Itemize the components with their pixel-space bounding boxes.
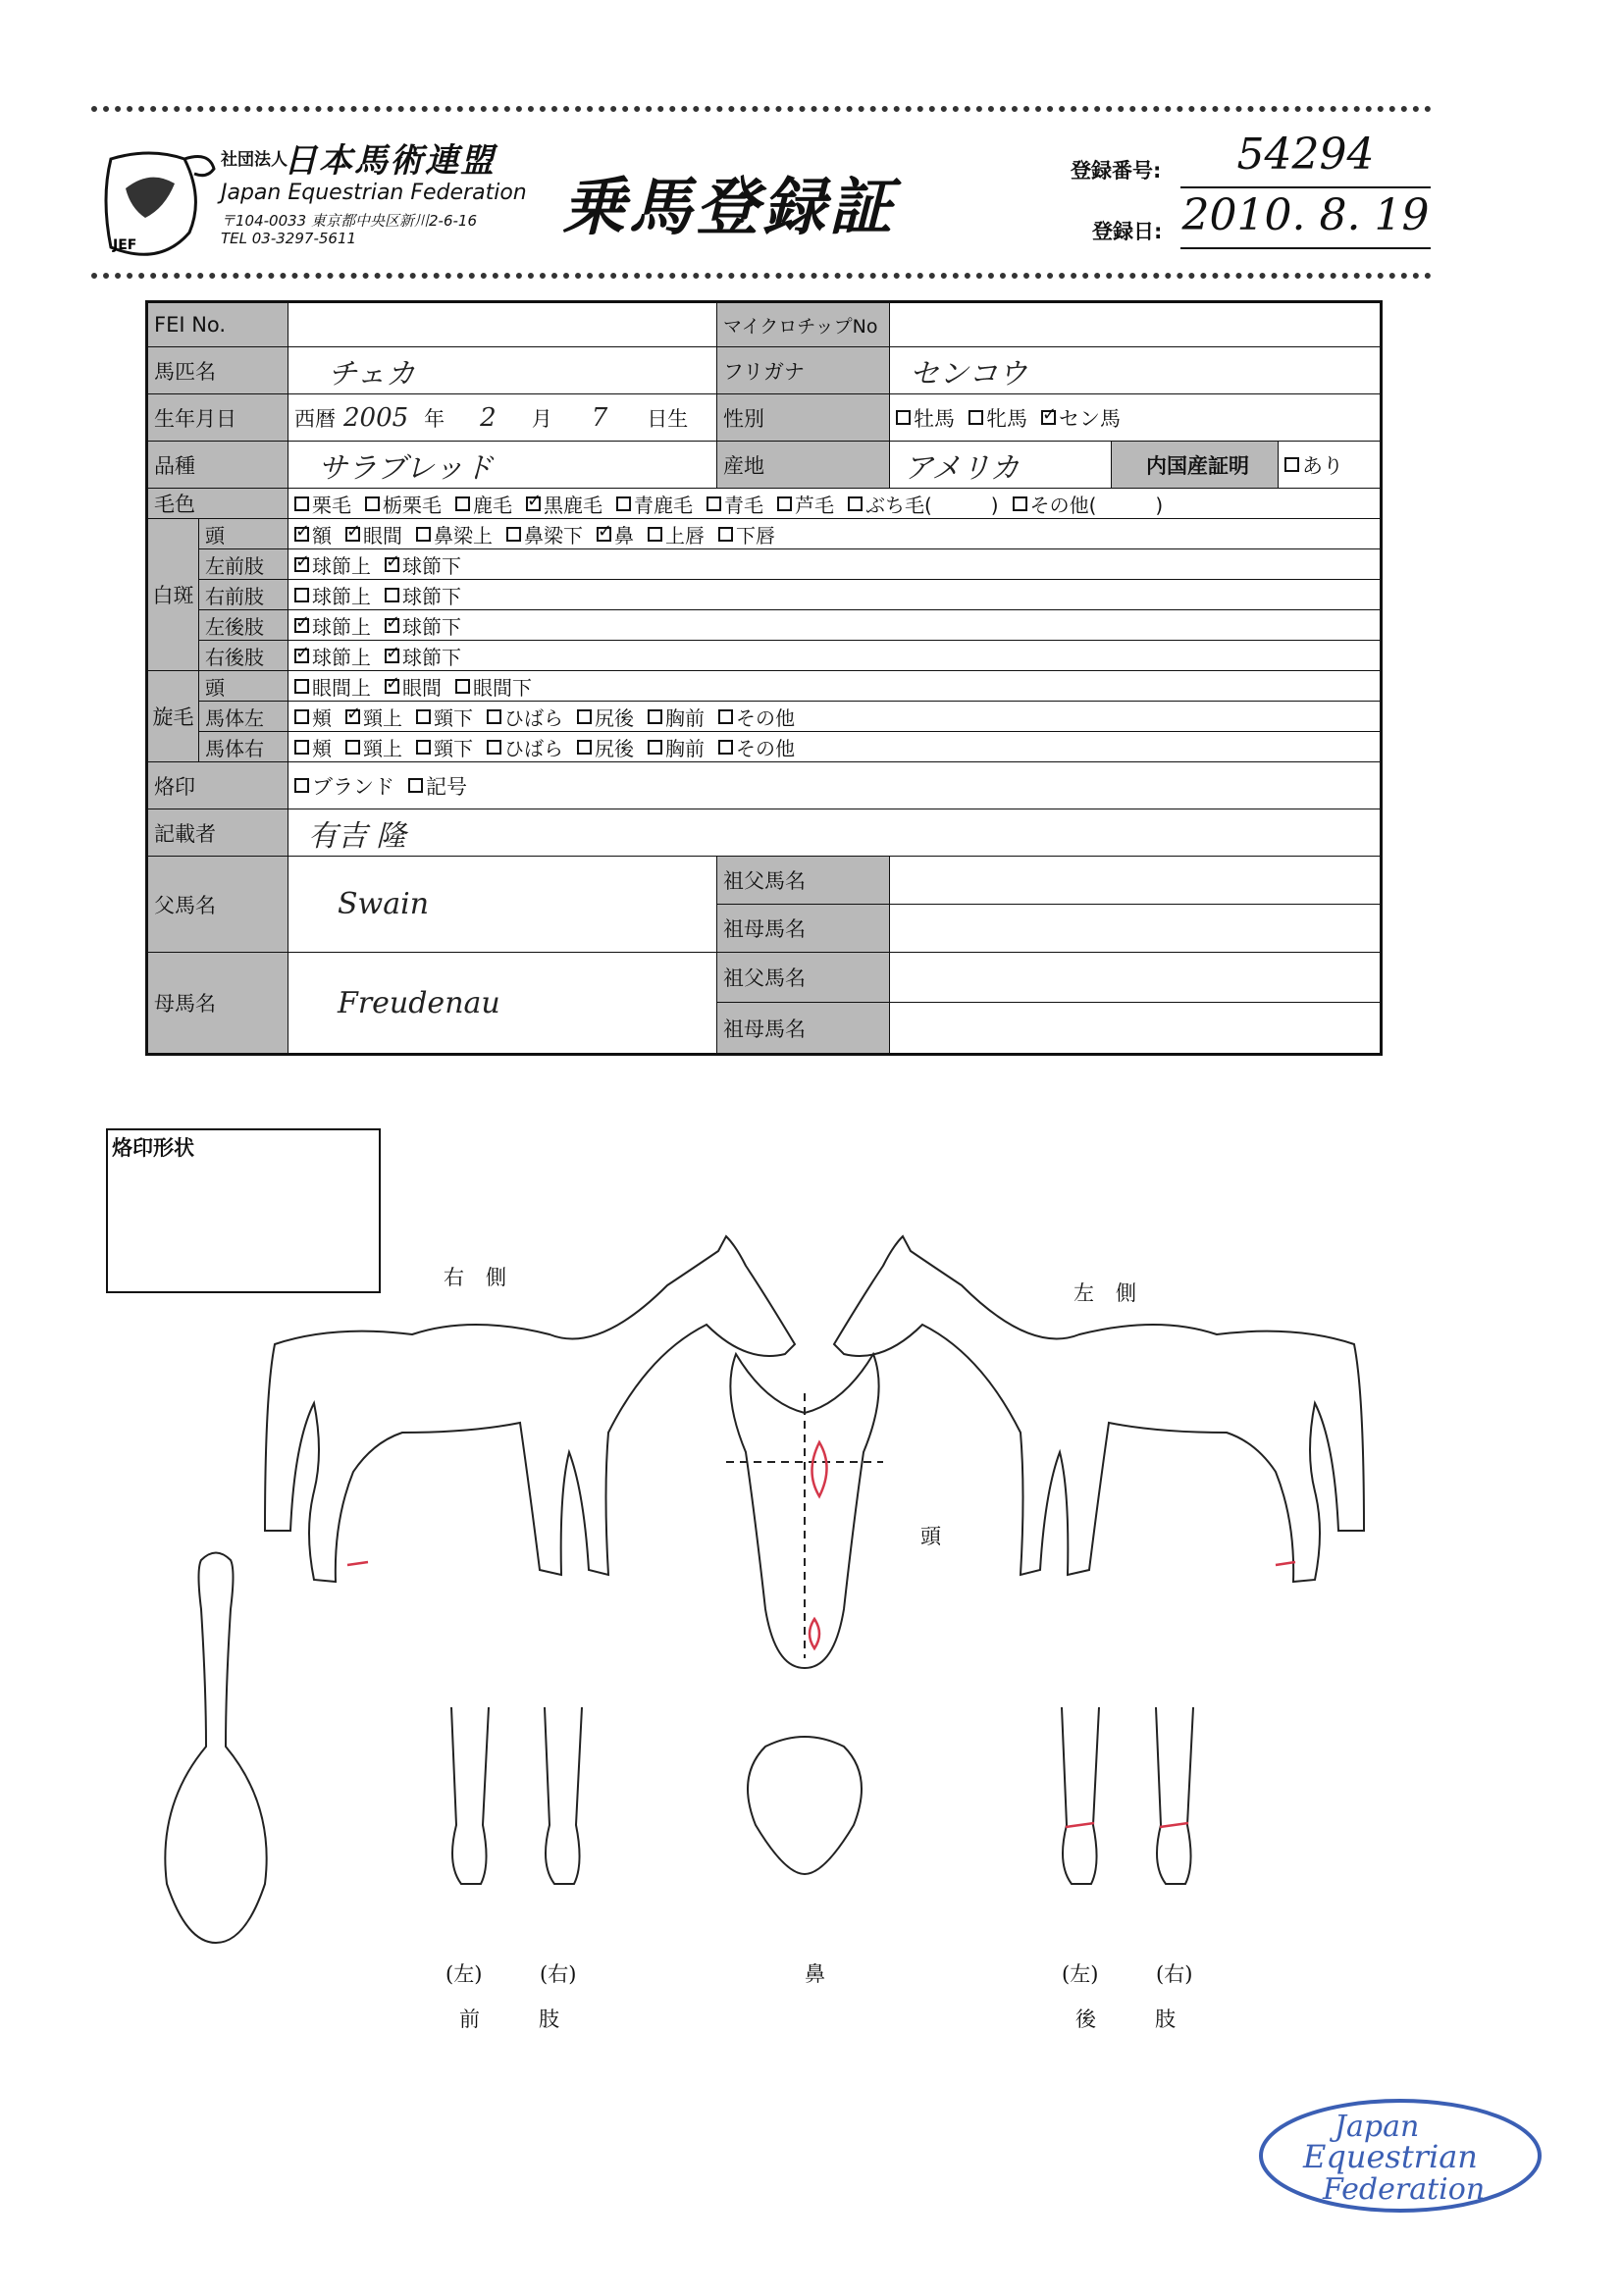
color-option-2[interactable]: [455, 490, 512, 518]
marking-1-option-1[interactable]: [385, 550, 461, 579]
furigana-label: フリガナ: [717, 347, 890, 394]
marking-0-option-5-label: 上唇: [665, 523, 705, 548]
fei-label: FEI No.: [148, 303, 288, 347]
whorl-1-option-0[interactable]: [294, 703, 332, 731]
org-name: 日本馬術連盟: [284, 141, 496, 181]
color-option-3-checkbox[interactable]: [526, 496, 541, 511]
nose-label: 鼻: [805, 1962, 847, 1986]
certificate-title: 乗馬登録証: [562, 172, 896, 244]
marking-0-option-1[interactable]: [345, 520, 402, 548]
marking-options-1: [288, 549, 1380, 580]
whorl-2-option-3[interactable]: [487, 733, 563, 761]
brand-options: [288, 762, 1380, 809]
marking-4-option-1[interactable]: [385, 642, 461, 670]
marking-0-option-4[interactable]: [597, 520, 634, 548]
whorl-1-option-0-checkbox[interactable]: [294, 709, 309, 724]
marking-2-option-0-label: 球節上: [312, 584, 371, 608]
dam-granddam-label: 祖母馬名: [717, 1003, 890, 1053]
stamp-line-3: Federation: [1323, 2172, 1486, 2207]
whorl-1-option-1-checkbox[interactable]: [345, 709, 360, 724]
whorl-2-option-6-checkbox[interactable]: [718, 740, 733, 755]
color-label: 毛色: [148, 489, 288, 519]
whorl-2-option-5[interactable]: [648, 733, 705, 761]
marking-0-option-1-checkbox[interactable]: [345, 527, 360, 542]
fei-value[interactable]: [288, 303, 717, 347]
marking-4-option-0-checkbox[interactable]: [294, 649, 309, 663]
sire-label: 父馬名: [148, 857, 288, 953]
domestic-checkbox[interactable]: [1284, 457, 1299, 472]
sire-grandsire-value[interactable]: [890, 857, 1380, 905]
whorl-2-option-0[interactable]: [294, 733, 332, 761]
whorl-options-1: [288, 702, 1380, 732]
sex-option-0[interactable]: [896, 403, 955, 433]
marking-0-option-5[interactable]: [648, 520, 705, 548]
brand-option-0-checkbox[interactable]: [294, 778, 309, 793]
recorder-value[interactable]: 有吉 隆: [288, 809, 1380, 857]
brand-option-1-label: 記号: [426, 774, 467, 799]
whorls-label: 旋毛: [148, 671, 199, 762]
marking-0-option-1-label: 眼間: [363, 523, 402, 548]
marking-0-option-4-label: 鼻: [614, 523, 634, 548]
marking-2-option-1-label: 球節下: [402, 584, 461, 608]
sire-grandsire-label: 祖父馬名: [717, 857, 890, 905]
color-option-1[interactable]: [365, 490, 442, 518]
certificate-header: [91, 118, 1432, 275]
whorl-2-option-3-checkbox[interactable]: [487, 740, 501, 755]
sex-label: 性別: [717, 394, 890, 442]
marking-3-option-0[interactable]: [294, 611, 371, 640]
top-dotted-rule: [91, 106, 1432, 112]
domestic-label: 内国産証明: [1112, 442, 1279, 489]
horse-outline-drawings: [118, 1197, 1393, 1982]
markings-label: 白斑: [148, 519, 199, 671]
whorl-1-option-3[interactable]: [487, 703, 563, 731]
dam-granddam-value[interactable]: [890, 1003, 1380, 1053]
stamp-line-2: Equestrian: [1303, 2138, 1478, 2175]
birth-day: 7: [591, 402, 608, 433]
org-name-en: Japan Equestrian Federation: [221, 181, 527, 205]
marking-3-option-1-label: 球節下: [402, 614, 461, 639]
marking-0-option-6-checkbox[interactable]: [718, 527, 733, 542]
marking-0-option-0-label: 額: [312, 523, 332, 548]
whorl-0-option-1[interactable]: [385, 672, 442, 701]
hind-right-leg: [1156, 1707, 1193, 1884]
whorl-2-option-5-checkbox[interactable]: [648, 740, 662, 755]
marking-3-option-1[interactable]: [385, 611, 461, 640]
whorl-1-option-6[interactable]: [718, 703, 795, 731]
furigana-value[interactable]: センコウ: [890, 347, 1380, 394]
birth-date-field[interactable]: [288, 394, 717, 442]
microchip-value[interactable]: [890, 303, 1380, 347]
left-horse-outline: [834, 1236, 1364, 1582]
marking-4-option-1-checkbox[interactable]: [385, 649, 399, 663]
whorl-2-option-1-checkbox[interactable]: [345, 740, 360, 755]
whorl-0-option-0[interactable]: [294, 672, 371, 701]
sex-option-1[interactable]: [969, 403, 1027, 433]
fore-left-leg: [451, 1707, 489, 1884]
brand-option-0[interactable]: [294, 771, 394, 801]
color-options: [288, 489, 1380, 519]
recorder-label: 記載者: [148, 809, 288, 857]
sex-option-2[interactable]: [1041, 403, 1121, 433]
whorl-1-option-0-label: 頬: [312, 705, 332, 730]
marking-3-option-0-checkbox[interactable]: [294, 618, 309, 633]
whorl-1-option-4-checkbox[interactable]: [577, 709, 592, 724]
right-side-label: 右側: [444, 1266, 528, 1289]
marking-part-2: 右前肢: [199, 580, 288, 610]
marking-0-option-2[interactable]: [416, 520, 493, 548]
sire-value[interactable]: Swain: [288, 857, 717, 953]
forehead-mark: [812, 1442, 827, 1496]
sire-granddam-value[interactable]: [890, 905, 1380, 953]
marking-0-option-3[interactable]: [506, 520, 583, 548]
marking-4-option-0-label: 球節上: [312, 645, 371, 669]
marking-2-option-1[interactable]: [385, 581, 461, 609]
whorl-2-option-0-label: 頬: [312, 736, 332, 760]
whorl-0-option-1-checkbox[interactable]: [385, 679, 399, 694]
brand-option-1[interactable]: [408, 771, 467, 801]
hind-left-leg: [1062, 1707, 1099, 1884]
breed-value[interactable]: サラブレッド: [288, 442, 717, 489]
name-label: 馬匹名: [148, 347, 288, 394]
color-option-6-checkbox[interactable]: [777, 496, 792, 511]
fore-left-paren: (左): [445, 1962, 483, 1986]
fore-right-paren: (右): [540, 1962, 577, 1986]
color-option-0[interactable]: [294, 490, 351, 518]
left-side-label: 左側: [1073, 1281, 1158, 1305]
marking-0-option-2-label: 鼻梁上: [434, 523, 493, 548]
birth-label: 生年月日: [148, 394, 288, 442]
marking-1-option-0-label: 球節上: [312, 553, 371, 578]
whorl-1-option-5-label: 胸前: [665, 705, 705, 730]
whorl-0-option-2[interactable]: [455, 672, 532, 701]
marking-part-3: 左後肢: [199, 610, 288, 641]
color-option-7-label: ぶち毛( ): [865, 493, 999, 517]
address-line-1: 〒104-0033 東京都中央区新川2-6-16: [221, 212, 477, 230]
whorl-2-option-6-label: その他: [736, 736, 795, 760]
marking-options-4: [288, 641, 1380, 671]
whorl-1-option-2-checkbox[interactable]: [416, 709, 431, 724]
domestic-label: あり: [1302, 453, 1343, 478]
color-option-0-checkbox[interactable]: [294, 496, 309, 511]
sex-options: [890, 394, 1380, 442]
brand-label: 烙印: [148, 762, 288, 809]
whorl-1-option-1[interactable]: [345, 703, 402, 731]
reg-number-label: 登録番号:: [1071, 159, 1162, 183]
left-horse-hind-mark: [1276, 1562, 1295, 1565]
stamp-line-1: Japan: [1335, 2110, 1420, 2144]
hind-right-pastern-mark: [1160, 1823, 1188, 1827]
color-option-4-checkbox[interactable]: [616, 496, 631, 511]
whorl-0-option-0-label: 眼間上: [312, 675, 371, 700]
nose-outline: [748, 1737, 862, 1874]
domestic[interactable]: [1284, 450, 1343, 480]
dam-grandsire-label: 祖父馬名: [717, 953, 890, 1003]
whorl-2-option-3-label: ひばら: [504, 736, 563, 760]
color-option-7-checkbox[interactable]: [848, 496, 863, 511]
org-type: 社団法人: [221, 150, 288, 170]
color-option-5-label: 青毛: [724, 493, 763, 517]
reg-date-label: 登録日:: [1092, 220, 1163, 243]
whorl-1-option-3-checkbox[interactable]: [487, 709, 501, 724]
marking-part-0: 頭: [199, 519, 288, 549]
marking-options-3: [288, 610, 1380, 641]
marking-2-option-1-checkbox[interactable]: [385, 588, 399, 602]
hind-right-paren: (右): [1156, 1962, 1193, 1986]
whorl-0-option-0-checkbox[interactable]: [294, 679, 309, 694]
marking-0-option-4-checkbox[interactable]: [597, 527, 611, 542]
origin-label: 産地: [717, 442, 890, 489]
color-option-1-label: 栃栗毛: [383, 493, 442, 517]
hind-left-pastern-mark: [1066, 1823, 1094, 1827]
whorl-options-2: [288, 732, 1380, 762]
birth-month: 2: [480, 402, 497, 433]
domestic-option: [1279, 442, 1380, 489]
marking-1-option-1-checkbox[interactable]: [385, 557, 399, 572]
brand-option-0-label: ブランド: [312, 774, 394, 799]
horse-diagram: [118, 1197, 1393, 2080]
day-unit: 日生: [647, 406, 689, 431]
reg-number-value: 54294: [1180, 130, 1431, 188]
marking-part-4: 右後肢: [199, 641, 288, 671]
marking-3-option-1-checkbox[interactable]: [385, 618, 399, 633]
whorl-2-option-1-label: 頸上: [363, 736, 402, 760]
marking-1-option-0-checkbox[interactable]: [294, 557, 309, 572]
sex-option-1-label: 牝馬: [986, 406, 1027, 431]
whorl-part-2: 馬体右: [199, 732, 288, 762]
jef-logo-text: JEF: [113, 237, 137, 253]
reg-date-value: 2010. 8. 19: [1180, 190, 1431, 249]
forelimbs-label: 前肢: [459, 2008, 618, 2031]
whorl-part-0: 頭: [199, 671, 288, 702]
color-option-5[interactable]: [707, 490, 763, 518]
registration-form-table: [145, 300, 1383, 1056]
marking-0-option-2-checkbox[interactable]: [416, 527, 431, 542]
marking-0-option-3-label: 鼻梁下: [524, 523, 583, 548]
name-value[interactable]: チェカ: [288, 347, 717, 394]
color-option-8-checkbox[interactable]: [1013, 496, 1027, 511]
color-option-3-label: 黒鹿毛: [544, 493, 602, 517]
marking-2-option-0-checkbox[interactable]: [294, 588, 309, 602]
whorl-1-option-6-checkbox[interactable]: [718, 709, 733, 724]
nose-mark: [810, 1619, 819, 1648]
marking-options-2: [288, 580, 1380, 610]
dam-value[interactable]: Freudenau: [288, 953, 717, 1053]
color-option-1-checkbox[interactable]: [365, 496, 380, 511]
whorl-1-option-2[interactable]: [416, 703, 473, 731]
origin-value[interactable]: アメリカ: [890, 442, 1112, 489]
jef-stamp-icon: [1254, 2095, 1546, 2218]
color-option-2-checkbox[interactable]: [455, 496, 470, 511]
whorl-1-option-4[interactable]: [577, 703, 634, 731]
color-option-0-label: 栗毛: [312, 493, 351, 517]
marking-0-option-3-checkbox[interactable]: [506, 527, 521, 542]
sire-granddam-label: 祖母馬名: [717, 905, 890, 953]
birth-year: 2005: [343, 402, 409, 433]
top-view-outline: [165, 1553, 266, 1944]
sex-option-1-checkbox[interactable]: [969, 410, 983, 425]
marking-0-option-5-checkbox[interactable]: [648, 527, 662, 542]
color-option-8[interactable]: [1013, 490, 1164, 518]
year-unit: 年: [424, 406, 445, 431]
sex-option-0-checkbox[interactable]: [896, 410, 911, 425]
color-option-4[interactable]: [616, 490, 693, 518]
hindlimbs-label: 後肢: [1075, 2008, 1234, 2031]
color-option-5-checkbox[interactable]: [707, 496, 721, 511]
whorl-1-option-3-label: ひばら: [504, 705, 563, 730]
marking-1-option-0[interactable]: [294, 550, 371, 579]
sex-option-2-label: セン馬: [1059, 406, 1121, 431]
whorl-2-option-2-checkbox[interactable]: [416, 740, 431, 755]
marking-3-option-0-label: 球節上: [312, 614, 371, 639]
color-option-6[interactable]: [777, 490, 834, 518]
whorl-1-option-5-checkbox[interactable]: [648, 709, 662, 724]
sex-option-2-checkbox[interactable]: [1041, 410, 1056, 425]
marking-0-option-0-checkbox[interactable]: [294, 527, 309, 542]
marking-1-option-1-label: 球節下: [402, 553, 461, 578]
color-option-4-label: 青鹿毛: [634, 493, 693, 517]
whorl-0-option-1-label: 眼間: [402, 675, 442, 700]
color-option-2-label: 鹿毛: [473, 493, 512, 517]
fore-right-leg: [545, 1707, 582, 1884]
whorl-2-option-4-label: 尻後: [595, 736, 634, 760]
marking-part-1: 左前肢: [199, 549, 288, 580]
whorl-2-option-0-checkbox[interactable]: [294, 740, 309, 755]
whorl-2-option-5-label: 胸前: [665, 736, 705, 760]
brand-option-1-checkbox[interactable]: [408, 778, 423, 793]
marking-0-option-6[interactable]: [718, 520, 775, 548]
marking-0-option-0[interactable]: [294, 520, 332, 548]
whorl-1-option-5[interactable]: [648, 703, 705, 731]
color-option-8-label: その他( ): [1029, 493, 1164, 517]
color-option-6-label: 芦毛: [795, 493, 834, 517]
whorl-2-option-1[interactable]: [345, 733, 402, 761]
whorl-2-option-2-label: 頸下: [434, 736, 473, 760]
org-address: [221, 212, 477, 247]
whorl-2-option-2[interactable]: [416, 733, 473, 761]
color-option-3[interactable]: [526, 490, 602, 518]
brand-shape-label: 烙印形状: [112, 1136, 194, 1160]
whorl-2-option-4[interactable]: [577, 733, 634, 761]
whorl-part-1: 馬体左: [199, 702, 288, 732]
whorl-0-option-2-checkbox[interactable]: [455, 679, 470, 694]
whorl-1-option-1-label: 頸上: [363, 705, 402, 730]
microchip-label: マイクロチップNo: [717, 303, 890, 347]
marking-2-option-0[interactable]: [294, 581, 371, 609]
whorl-1-option-2-label: 頸下: [434, 705, 473, 730]
breed-label: 品種: [148, 442, 288, 489]
head-label: 頭: [920, 1525, 963, 1548]
whorl-0-option-2-label: 眼間下: [473, 675, 532, 700]
marking-4-option-0[interactable]: [294, 642, 371, 670]
whorl-2-option-6[interactable]: [718, 733, 795, 761]
jef-logo-icon: [91, 139, 219, 267]
marking-4-option-1-label: 球節下: [402, 645, 461, 669]
sex-option-0-label: 牡馬: [914, 406, 955, 431]
whorl-1-option-4-label: 尻後: [595, 705, 634, 730]
month-unit: 月: [531, 406, 552, 431]
birth-era: 西暦: [294, 406, 336, 431]
address-line-2: TEL 03-3297-5611: [221, 230, 357, 247]
color-option-7[interactable]: [848, 490, 999, 518]
whorl-2-option-4-checkbox[interactable]: [577, 740, 592, 755]
hind-left-paren: (左): [1062, 1962, 1099, 1986]
dam-grandsire-value[interactable]: [890, 953, 1380, 1003]
right-horse-fore-mark: [347, 1562, 368, 1565]
marking-options-0: [288, 519, 1380, 549]
dam-label: 母馬名: [148, 953, 288, 1053]
whorl-1-option-6-label: その他: [736, 705, 795, 730]
right-horse-outline: [265, 1236, 795, 1582]
marking-0-option-6-label: 下唇: [736, 523, 775, 548]
whorl-options-0: [288, 671, 1380, 702]
